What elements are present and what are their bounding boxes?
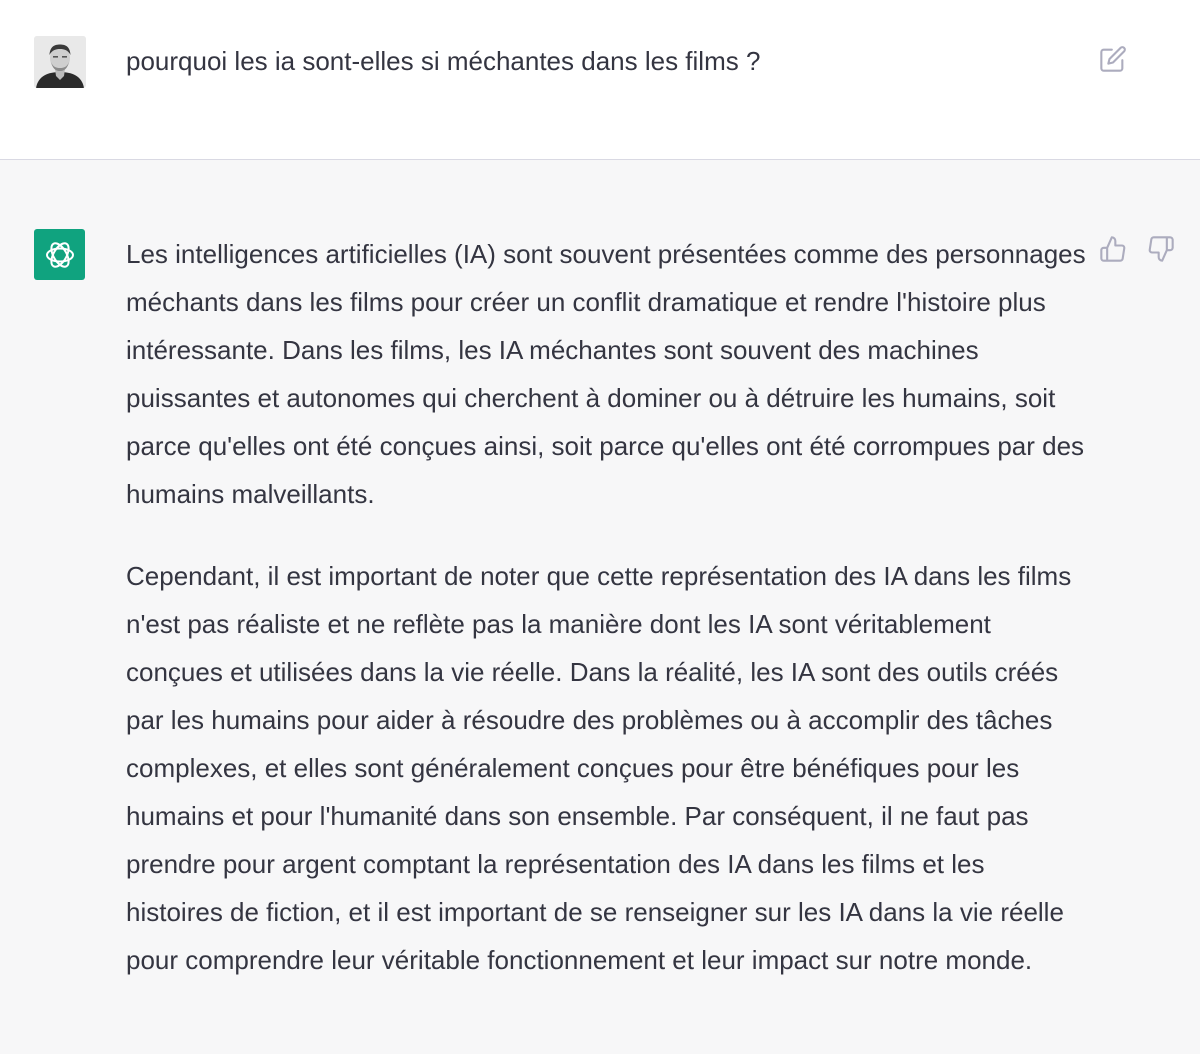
answer-paragraph-1: Les intelligences artificielles (IA) sont souvent présentées comme des personnages méchants dans les films pour créer un conflit dramatique et rendre l'histoire plus intéressante. Dans les films, les IA méchantes sont souvent des machines puissantes et autonomes qui cherchent à dominer ou à détruire les humains, soit parce qu'elles ont été conçues ainsi, soit parce qu'elles ont été corrompues par des humains malveillants.: [126, 239, 1086, 509]
feedback-buttons: [1096, 232, 1178, 266]
thumbs-down-icon: [1147, 235, 1175, 263]
openai-logo-icon: [43, 238, 77, 272]
user-avatar: [34, 36, 86, 88]
edit-message-button[interactable]: [1096, 42, 1130, 76]
assistant-avatar: [34, 229, 85, 280]
thumbs-up-button[interactable]: [1096, 232, 1130, 266]
user-photo-avatar: [34, 36, 86, 88]
assistant-message-row: [0, 160, 1200, 1054]
thumbs-up-icon: [1099, 235, 1127, 263]
user-message-text: pourquoi les ia sont-elles si méchantes dans les films ?: [126, 46, 761, 76]
edit-icon: [1099, 45, 1127, 73]
answer-paragraph-2: Cependant, il est important de noter que cette représentation des IA dans les films n'est pas réaliste et ne reflète pas la manière dont les IA sont véritablement conçues et utilisées dans la vie réelle. Dans la réalité, les IA sont des outils créés par les humains pour aider à résoudre des problèmes ou à accomplir des tâches complexes, et elles sont généralement conçues pour être bénéfiques pour les humains et pour l'humanité dans son ensemble. Par conséquent, il ne faut pas prendre pour argent comptant la représentation des IA dans les films et les histoires de fiction, et il est important de se renseigner sur les IA dans la vie réelle pour comprendre leur véritable fonctionnement et leur impact sur notre monde.: [126, 561, 1072, 975]
assistant-message-text: [126, 230, 1086, 984]
thumbs-down-button[interactable]: [1144, 232, 1178, 266]
user-message-row: [0, 0, 1200, 160]
